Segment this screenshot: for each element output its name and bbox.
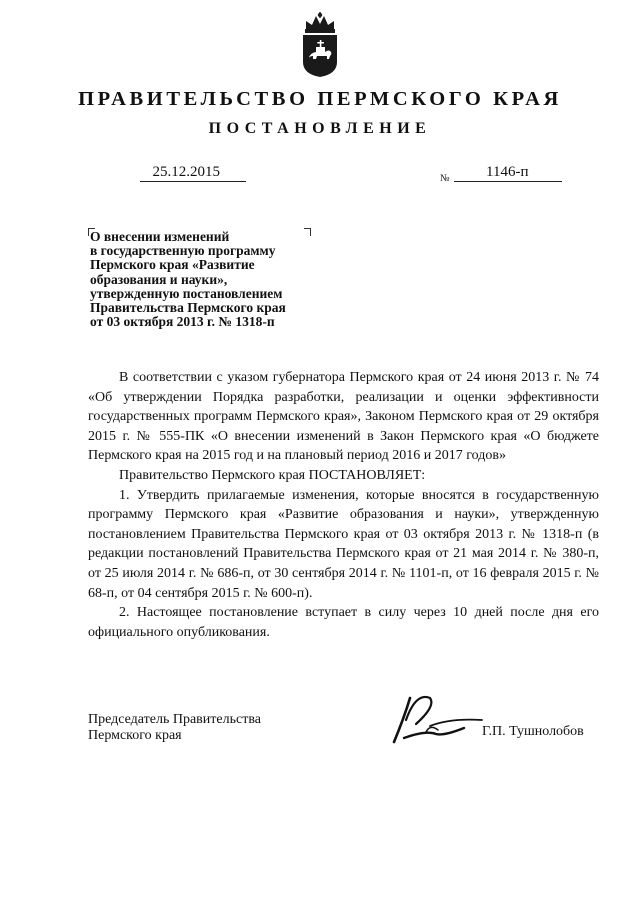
signer-name: Г.П. Тушнолобов: [482, 724, 584, 739]
clause-1-paragraph: 1. Утвердить прилагаемые изменения, которые вносятся в государственную программу Пермского края «Развитие образования и науки», утвержденную постановлением Правительства Пермского края от 03 октября 2013 г. № 1318-п (в редакции постановлений Правительства Пермского края от 21 мая 2014 г. № 380-п, от 25 июля 2014 г. № 686-п, от 30 сентября 2014 г. № 1101-п, от 16 февраля 2015 г. № 68-п, от 04 сентября 2015 г. № 600-п).: [88, 487, 599, 601]
subject-line: образования и науки»,: [90, 271, 228, 287]
subject-line: О внесении изменений: [90, 229, 230, 244]
resolution-paragraph: Правительство Пермского края ПОСТАНОВЛЯЕТ:: [119, 467, 426, 483]
subject-line: Пермского края «Развитие: [90, 257, 255, 273]
coat-of-arms-icon: [297, 12, 343, 78]
document-type: ПОСТАНОВЛЕНИЕ: [208, 120, 432, 137]
subject-line: в государственную программу: [90, 243, 276, 259]
number-sign: №: [440, 173, 450, 184]
subject-line: от 03 октября 2013 г. № 1318-п: [90, 314, 275, 330]
clause-2-paragraph: 2. Настоящее постановление вступает в силу через 10 дней после дня его официального опубликования.: [88, 605, 599, 640]
position-line: Председатель Правительства: [88, 712, 261, 727]
subject-line: Правительства Пермского края: [90, 300, 286, 316]
signatory-position: [88, 712, 261, 743]
handwritten-signature-icon: [386, 690, 486, 750]
position-line: Пермского края: [88, 727, 182, 743]
document-date: 25.12.2015: [140, 164, 246, 182]
preamble-paragraph: В соответствии с указом губернатора Пермского края от 24 июня 2013 г. № 74 «Об утверждении Порядка разработки, реализации и оценки эффективности государственных программ Пермского края», Законом Пермского края от 29 октября 2015 г. № 555-ПК «О внесении изменений в Закон Пермского края «О бюджете Пермского края на 2015 год и на плановый период 2016 и 2017 годов»: [88, 370, 599, 464]
government-title: ПРАВИТЕЛЬСТВО ПЕРМСКОГО КРАЯ: [78, 88, 562, 110]
document-body: [88, 368, 599, 642]
document-number: 1146-п: [454, 164, 562, 182]
document-subject: [90, 230, 320, 329]
subject-line: утвержденную постановлением: [90, 285, 283, 301]
